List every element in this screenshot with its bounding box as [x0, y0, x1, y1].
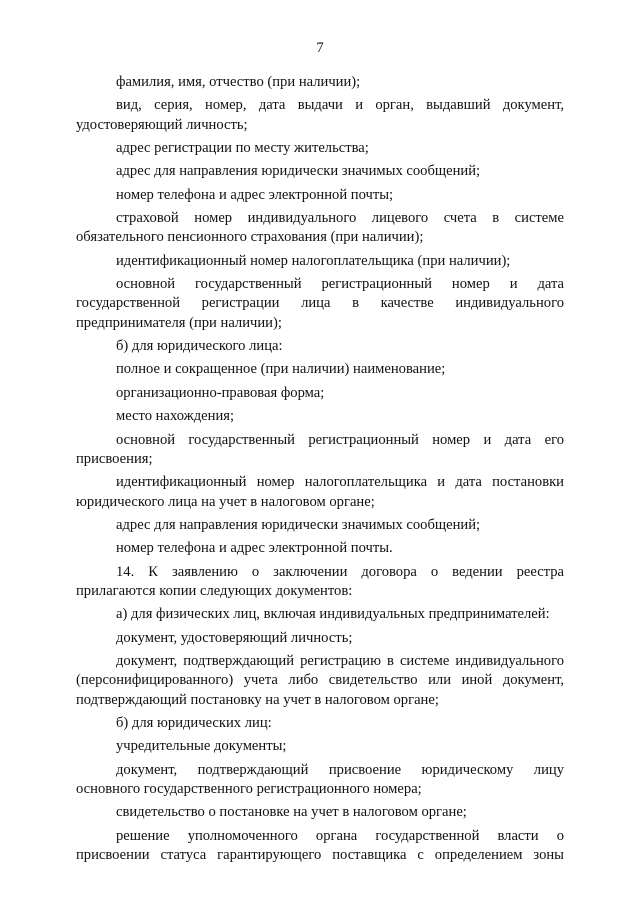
paragraph: свидетельство о постановке на учет в налоговом органе; [116, 804, 467, 821]
paragraph: идентификационный номер налогоплательщика и дата постановки юридического лица на учет в налоговом органе; [76, 474, 564, 510]
paragraph: номер телефона и адрес электронной почты; [116, 186, 394, 203]
paragraph: адрес для направления юридически значимых сообщений; [116, 516, 481, 533]
paragraph: а) для физических лиц, включая индивидуальных предпринимателей: [116, 606, 550, 623]
paragraph: адрес регистрации по месту жительства; [116, 140, 369, 157]
paragraph: документ, удостоверяющий личность; [116, 629, 353, 646]
paragraph: б) для юридических лиц: [116, 714, 272, 731]
paragraph: документ, подтверждающий регистрацию в системе индивидуального (персонифицированного) учета либо свидетельство или иной документ, подтверждающий постановку на учет в налоговом органе; [76, 652, 564, 708]
page-number: 7 [316, 40, 324, 56]
paragraph: организационно-правовая форма; [116, 384, 325, 401]
paragraph: б) для юридического лица: [116, 338, 283, 355]
paragraph: вид, серия, номер, дата выдачи и орган, выдавший документ, удостоверяющий личность; [76, 97, 564, 133]
paragraph: учредительные документы; [116, 738, 287, 755]
paragraph: номер телефона и адрес электронной почты. [116, 540, 393, 557]
paragraph: место нахождения; [116, 408, 235, 425]
paragraph: страховой номер индивидуального лицевого счета в системе обязательного пенсионного страхования (при наличии); [76, 210, 564, 246]
paragraph: фамилия, имя, отчество (при наличии); [116, 74, 361, 90]
paragraph: адрес для направления юридически значимых сообщений; [116, 163, 481, 180]
paragraph: документ, подтверждающий присвоение юридическому лицу основного государственного регистрационного номера; [76, 761, 564, 797]
document-body [76, 73, 564, 869]
paragraph: 14. К заявлению о заключении договора о ведении реестра прилагаются копии следующих документов: [76, 563, 564, 599]
paragraph: полное и сокращенное (при наличии) наименование; [116, 361, 446, 378]
paragraph: идентификационный номер налогоплательщика (при наличии); [116, 252, 511, 269]
paragraph: решение уполномоченного органа государственной власти о присвоении статуса гарантирующего поставщика с определением зоны [76, 827, 564, 864]
paragraph: основной государственный регистрационный номер и дата его присвоения; [76, 431, 564, 467]
paragraph: основной государственный регистрационный номер и дата государственной регистрации лица в качестве индивидуального предпринимателя (при наличии); [76, 276, 564, 331]
